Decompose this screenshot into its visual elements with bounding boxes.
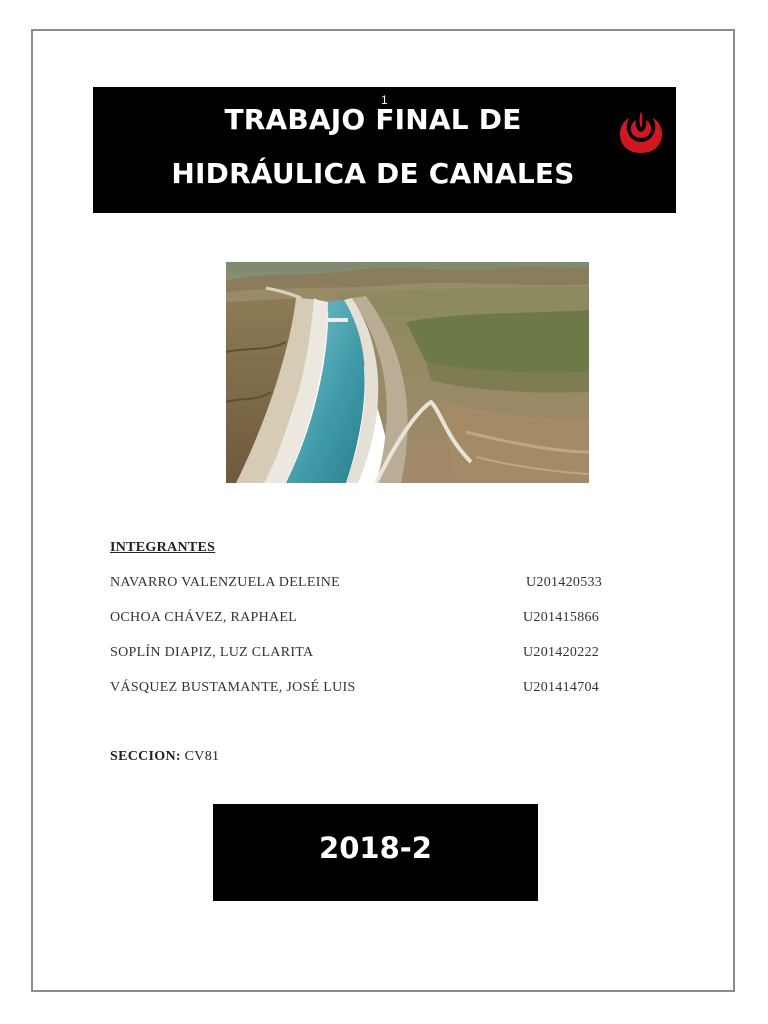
member-code: U201414704 [523, 680, 600, 695]
page-number: 1 [381, 93, 388, 107]
upc-flame-logo-icon [617, 110, 665, 154]
member-row [110, 610, 610, 628]
member-name: SOPLÍN DIAPIZ, LUZ CLARITA [110, 645, 314, 660]
section-line [110, 749, 219, 765]
member-name: OCHOA CHÁVEZ, RAPHAEL [110, 610, 298, 625]
members-heading: INTEGRANTES [110, 540, 216, 555]
member-row [110, 575, 610, 593]
year-banner [213, 804, 538, 901]
member-name: NAVARRO VALENZUELA DELEINE [110, 575, 340, 590]
year-text: 2018-2 [319, 831, 432, 865]
title-line-1: TRABAJO FINAL DE [224, 103, 522, 136]
member-row [110, 680, 610, 698]
member-code: U201415866 [523, 610, 600, 625]
section-label: SECCION: [110, 749, 181, 764]
member-name: VÁSQUEZ BUSTAMANTE, JOSÉ LUIS [110, 680, 356, 695]
section-value: CV81 [184, 749, 220, 764]
title-line-2: HIDRÁULICA DE CANALES [171, 157, 575, 190]
irrigation-canal-photo [226, 262, 589, 483]
member-row [110, 645, 610, 663]
member-code: U201420533 [526, 575, 603, 590]
member-code: U201420222 [523, 645, 600, 660]
